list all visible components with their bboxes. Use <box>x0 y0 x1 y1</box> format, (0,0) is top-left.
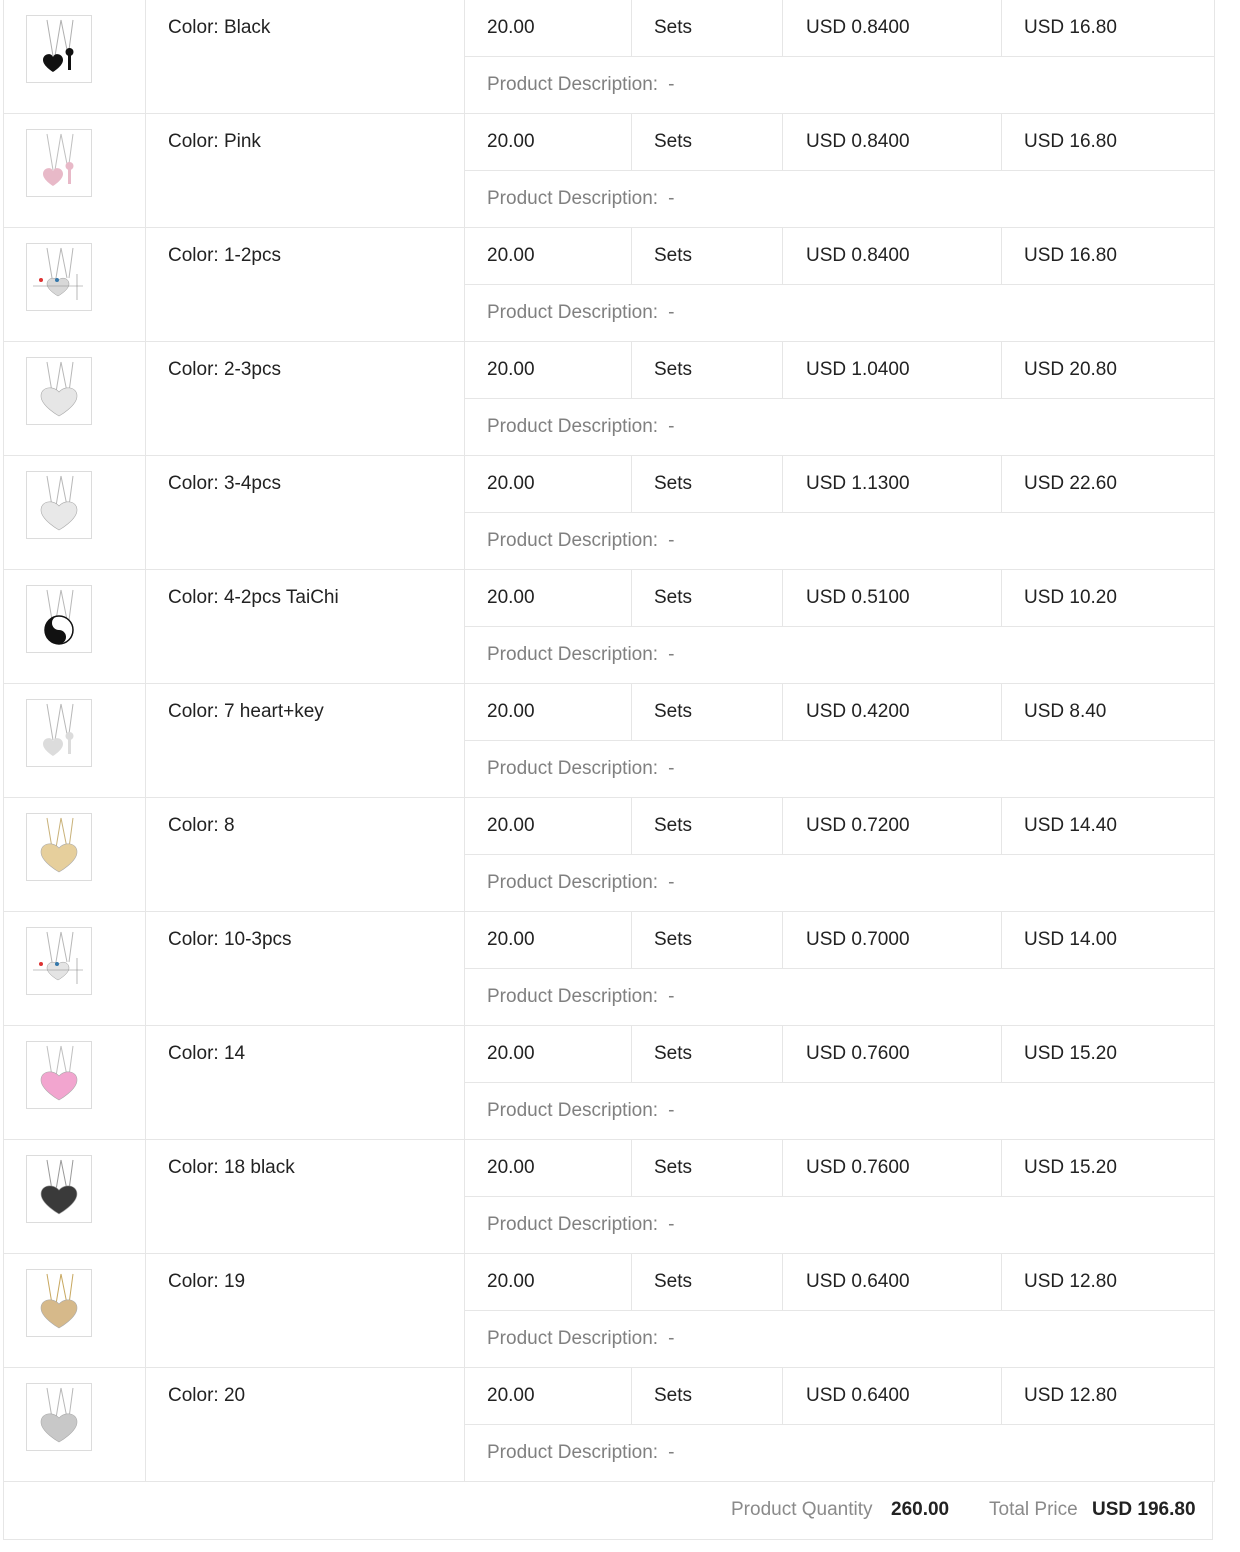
product-description <box>465 1083 1214 1139</box>
product-description <box>465 969 1214 1025</box>
table-row <box>4 1140 1214 1254</box>
description-label: Product Description: <box>487 1442 659 1463</box>
quantity-cell: 20.00 <box>465 342 632 398</box>
product-thumbnail[interactable] <box>26 699 92 767</box>
description-label: Product Description: <box>487 188 659 209</box>
quantity-cell: 20.00 <box>465 1140 632 1196</box>
variant-cell <box>146 798 465 911</box>
quantity-cell: 20.00 <box>465 228 632 284</box>
unit-cell: Sets <box>633 912 783 968</box>
quantity-cell: 20.00 <box>465 456 632 512</box>
product-description <box>465 741 1214 797</box>
line-total-cell: USD 16.80 <box>1024 17 1117 38</box>
unit-cell: Sets <box>633 1368 783 1424</box>
product-description <box>465 1311 1214 1367</box>
line-total-cell: USD 15.20 <box>1024 1043 1117 1064</box>
thumbnail-cell <box>4 798 146 911</box>
description-value: - <box>668 74 675 95</box>
description-value: - <box>668 1328 675 1349</box>
product-thumbnail[interactable] <box>26 471 92 539</box>
unit-price-cell: USD 0.7200 <box>784 798 1002 854</box>
product-description <box>465 1197 1214 1253</box>
quantity-cell: 20.00 <box>465 570 632 626</box>
variant-color: Color: 2-3pcs <box>168 359 281 380</box>
description-label: Product Description: <box>487 74 659 95</box>
thumbnail-cell <box>4 0 146 113</box>
quantity-cell: 20.00 <box>465 0 632 56</box>
unit-price-cell: USD 1.1300 <box>784 456 1002 512</box>
variant-color: Color: 4-2pcs TaiChi <box>168 587 339 608</box>
unit-cell: Sets <box>633 0 783 56</box>
quantity-cell: 20.00 <box>465 1254 632 1310</box>
variant-cell <box>146 1140 465 1253</box>
product-description <box>465 855 1214 911</box>
unit-cell: Sets <box>633 798 783 854</box>
unit-price-cell: USD 0.8400 <box>784 228 1002 284</box>
quantity-cell: 20.00 <box>465 1026 632 1082</box>
line-total-cell: USD 12.80 <box>1024 1271 1117 1292</box>
table-row <box>4 228 1214 342</box>
line-total-cell: USD 10.20 <box>1024 587 1117 608</box>
line-values <box>465 570 1214 627</box>
line-total-cell: USD 14.00 <box>1024 929 1117 950</box>
product-thumbnail[interactable] <box>26 243 92 311</box>
line-total-cell: USD 15.20 <box>1024 1157 1117 1178</box>
unit-price-cell: USD 0.7000 <box>784 912 1002 968</box>
variant-color: Color: 3-4pcs <box>168 473 281 494</box>
description-value: - <box>668 1100 675 1121</box>
product-thumbnail[interactable] <box>26 585 92 653</box>
variant-color: Color: 18 black <box>168 1157 295 1178</box>
table-row <box>4 912 1214 1026</box>
line-values <box>465 228 1214 285</box>
line-total-cell: USD 16.80 <box>1024 245 1117 266</box>
description-label: Product Description: <box>487 416 659 437</box>
quantity-cell: 20.00 <box>465 1368 632 1424</box>
table-row <box>4 1254 1214 1368</box>
product-thumbnail[interactable] <box>26 129 92 197</box>
variant-cell <box>146 342 465 455</box>
thumbnail-cell <box>4 228 146 341</box>
product-thumbnail[interactable] <box>26 1041 92 1109</box>
variant-color: Color: Pink <box>168 131 261 152</box>
description-label: Product Description: <box>487 872 659 893</box>
product-thumbnail[interactable] <box>26 15 92 83</box>
variant-cell <box>146 456 465 569</box>
unit-cell: Sets <box>633 684 783 740</box>
table-row <box>4 798 1214 912</box>
variant-cell <box>146 684 465 797</box>
table-row <box>4 570 1214 684</box>
line-values <box>465 1026 1214 1083</box>
thumbnail-cell <box>4 684 146 797</box>
line-values <box>465 912 1214 969</box>
product-thumbnail[interactable] <box>26 813 92 881</box>
unit-cell: Sets <box>633 228 783 284</box>
variant-color: Color: 8 <box>168 815 235 836</box>
line-total-cell: USD 12.80 <box>1024 1385 1117 1406</box>
thumbnail-cell <box>4 114 146 227</box>
variant-cell <box>146 114 465 227</box>
description-label: Product Description: <box>487 302 659 323</box>
quantity-cell: 20.00 <box>465 114 632 170</box>
product-description <box>465 399 1214 455</box>
product-quantity-value: 260.00 <box>891 1499 950 1520</box>
unit-price-cell: USD 0.8400 <box>784 114 1002 170</box>
variant-cell <box>146 228 465 341</box>
unit-price-cell: USD 0.5100 <box>784 570 1002 626</box>
description-label: Product Description: <box>487 644 659 665</box>
variant-color: Color: 7 heart+key <box>168 701 324 722</box>
thumbnail-cell <box>4 912 146 1025</box>
quantity-cell: 20.00 <box>465 798 632 854</box>
unit-cell: Sets <box>633 1254 783 1310</box>
description-value: - <box>668 416 675 437</box>
variant-cell <box>146 0 465 113</box>
description-value: - <box>668 530 675 551</box>
line-values <box>465 1140 1214 1197</box>
unit-price-cell: USD 0.7600 <box>784 1026 1002 1082</box>
variant-color: Color: 1-2pcs <box>168 245 281 266</box>
description-value: - <box>668 1442 675 1463</box>
unit-price-cell: USD 0.8400 <box>784 0 1002 56</box>
unit-price-cell: USD 0.6400 <box>784 1254 1002 1310</box>
line-values <box>465 1254 1214 1311</box>
product-thumbnail[interactable] <box>26 1269 92 1337</box>
unit-price-cell: USD 0.4200 <box>784 684 1002 740</box>
unit-cell: Sets <box>633 1140 783 1196</box>
description-value: - <box>668 758 675 779</box>
description-label: Product Description: <box>487 758 659 779</box>
description-value: - <box>668 872 675 893</box>
variant-color: Color: Black <box>168 17 271 38</box>
line-values <box>465 114 1214 171</box>
thumbnail-cell <box>4 570 146 683</box>
line-values <box>465 456 1214 513</box>
line-total-cell: USD 14.40 <box>1024 815 1117 836</box>
thumbnail-cell <box>4 1140 146 1253</box>
variant-cell <box>146 1368 465 1481</box>
thumbnail-cell <box>4 1254 146 1367</box>
variant-cell <box>146 570 465 683</box>
table-row <box>4 1368 1214 1482</box>
product-description <box>465 513 1214 569</box>
thumbnail-cell <box>4 1026 146 1139</box>
description-label: Product Description: <box>487 1328 659 1349</box>
product-thumbnail[interactable] <box>26 927 92 995</box>
description-value: - <box>668 188 675 209</box>
table-row <box>4 114 1214 228</box>
unit-price-cell: USD 1.0400 <box>784 342 1002 398</box>
variant-color: Color: 14 <box>168 1043 246 1064</box>
variant-cell <box>146 1026 465 1139</box>
description-label: Product Description: <box>487 530 659 551</box>
line-values <box>465 684 1214 741</box>
unit-cell: Sets <box>633 1026 783 1082</box>
description-value: - <box>668 1214 675 1235</box>
total-price-value: USD 196.80 <box>1092 1499 1196 1520</box>
product-thumbnail[interactable] <box>26 1383 92 1451</box>
table-row <box>4 684 1214 798</box>
product-thumbnail[interactable] <box>26 357 92 425</box>
table-row <box>4 0 1214 114</box>
quantity-cell: 20.00 <box>465 912 632 968</box>
product-thumbnail[interactable] <box>26 1155 92 1223</box>
product-quantity-label: Product Quantity <box>731 1499 873 1520</box>
unit-cell: Sets <box>633 456 783 512</box>
description-label: Product Description: <box>487 986 659 1007</box>
description-value: - <box>668 302 675 323</box>
description-value: - <box>668 986 675 1007</box>
table-row <box>4 1026 1214 1140</box>
variant-color: Color: 20 <box>168 1385 246 1406</box>
table-row <box>4 342 1214 456</box>
description-label: Product Description: <box>487 1214 659 1235</box>
unit-cell: Sets <box>633 570 783 626</box>
description-value: - <box>668 644 675 665</box>
line-values <box>465 798 1214 855</box>
line-total-cell: USD 8.40 <box>1024 701 1107 722</box>
line-total-cell: USD 22.60 <box>1024 473 1117 494</box>
order-items-table <box>3 0 1215 1482</box>
product-description <box>465 57 1214 113</box>
table-row <box>4 456 1214 570</box>
line-values <box>465 1368 1214 1425</box>
thumbnail-cell <box>4 342 146 455</box>
line-total-cell: USD 16.80 <box>1024 131 1117 152</box>
description-label: Product Description: <box>487 1100 659 1121</box>
unit-price-cell: USD 0.6400 <box>784 1368 1002 1424</box>
order-summary-footer <box>3 1482 1213 1540</box>
product-description <box>465 1425 1214 1481</box>
thumbnail-cell <box>4 1368 146 1481</box>
unit-price-cell: USD 0.7600 <box>784 1140 1002 1196</box>
product-description <box>465 171 1214 227</box>
variant-cell <box>146 912 465 1025</box>
unit-cell: Sets <box>633 342 783 398</box>
unit-cell: Sets <box>633 114 783 170</box>
thumbnail-cell <box>4 456 146 569</box>
line-total-cell: USD 20.80 <box>1024 359 1117 380</box>
variant-cell <box>146 1254 465 1367</box>
quantity-cell: 20.00 <box>465 684 632 740</box>
product-description <box>465 627 1214 683</box>
variant-color: Color: 19 <box>168 1271 246 1292</box>
line-values <box>465 0 1214 57</box>
variant-color: Color: 10-3pcs <box>168 929 292 950</box>
product-description <box>465 285 1214 341</box>
line-values <box>465 342 1214 399</box>
total-price-label: Total Price <box>989 1499 1078 1520</box>
